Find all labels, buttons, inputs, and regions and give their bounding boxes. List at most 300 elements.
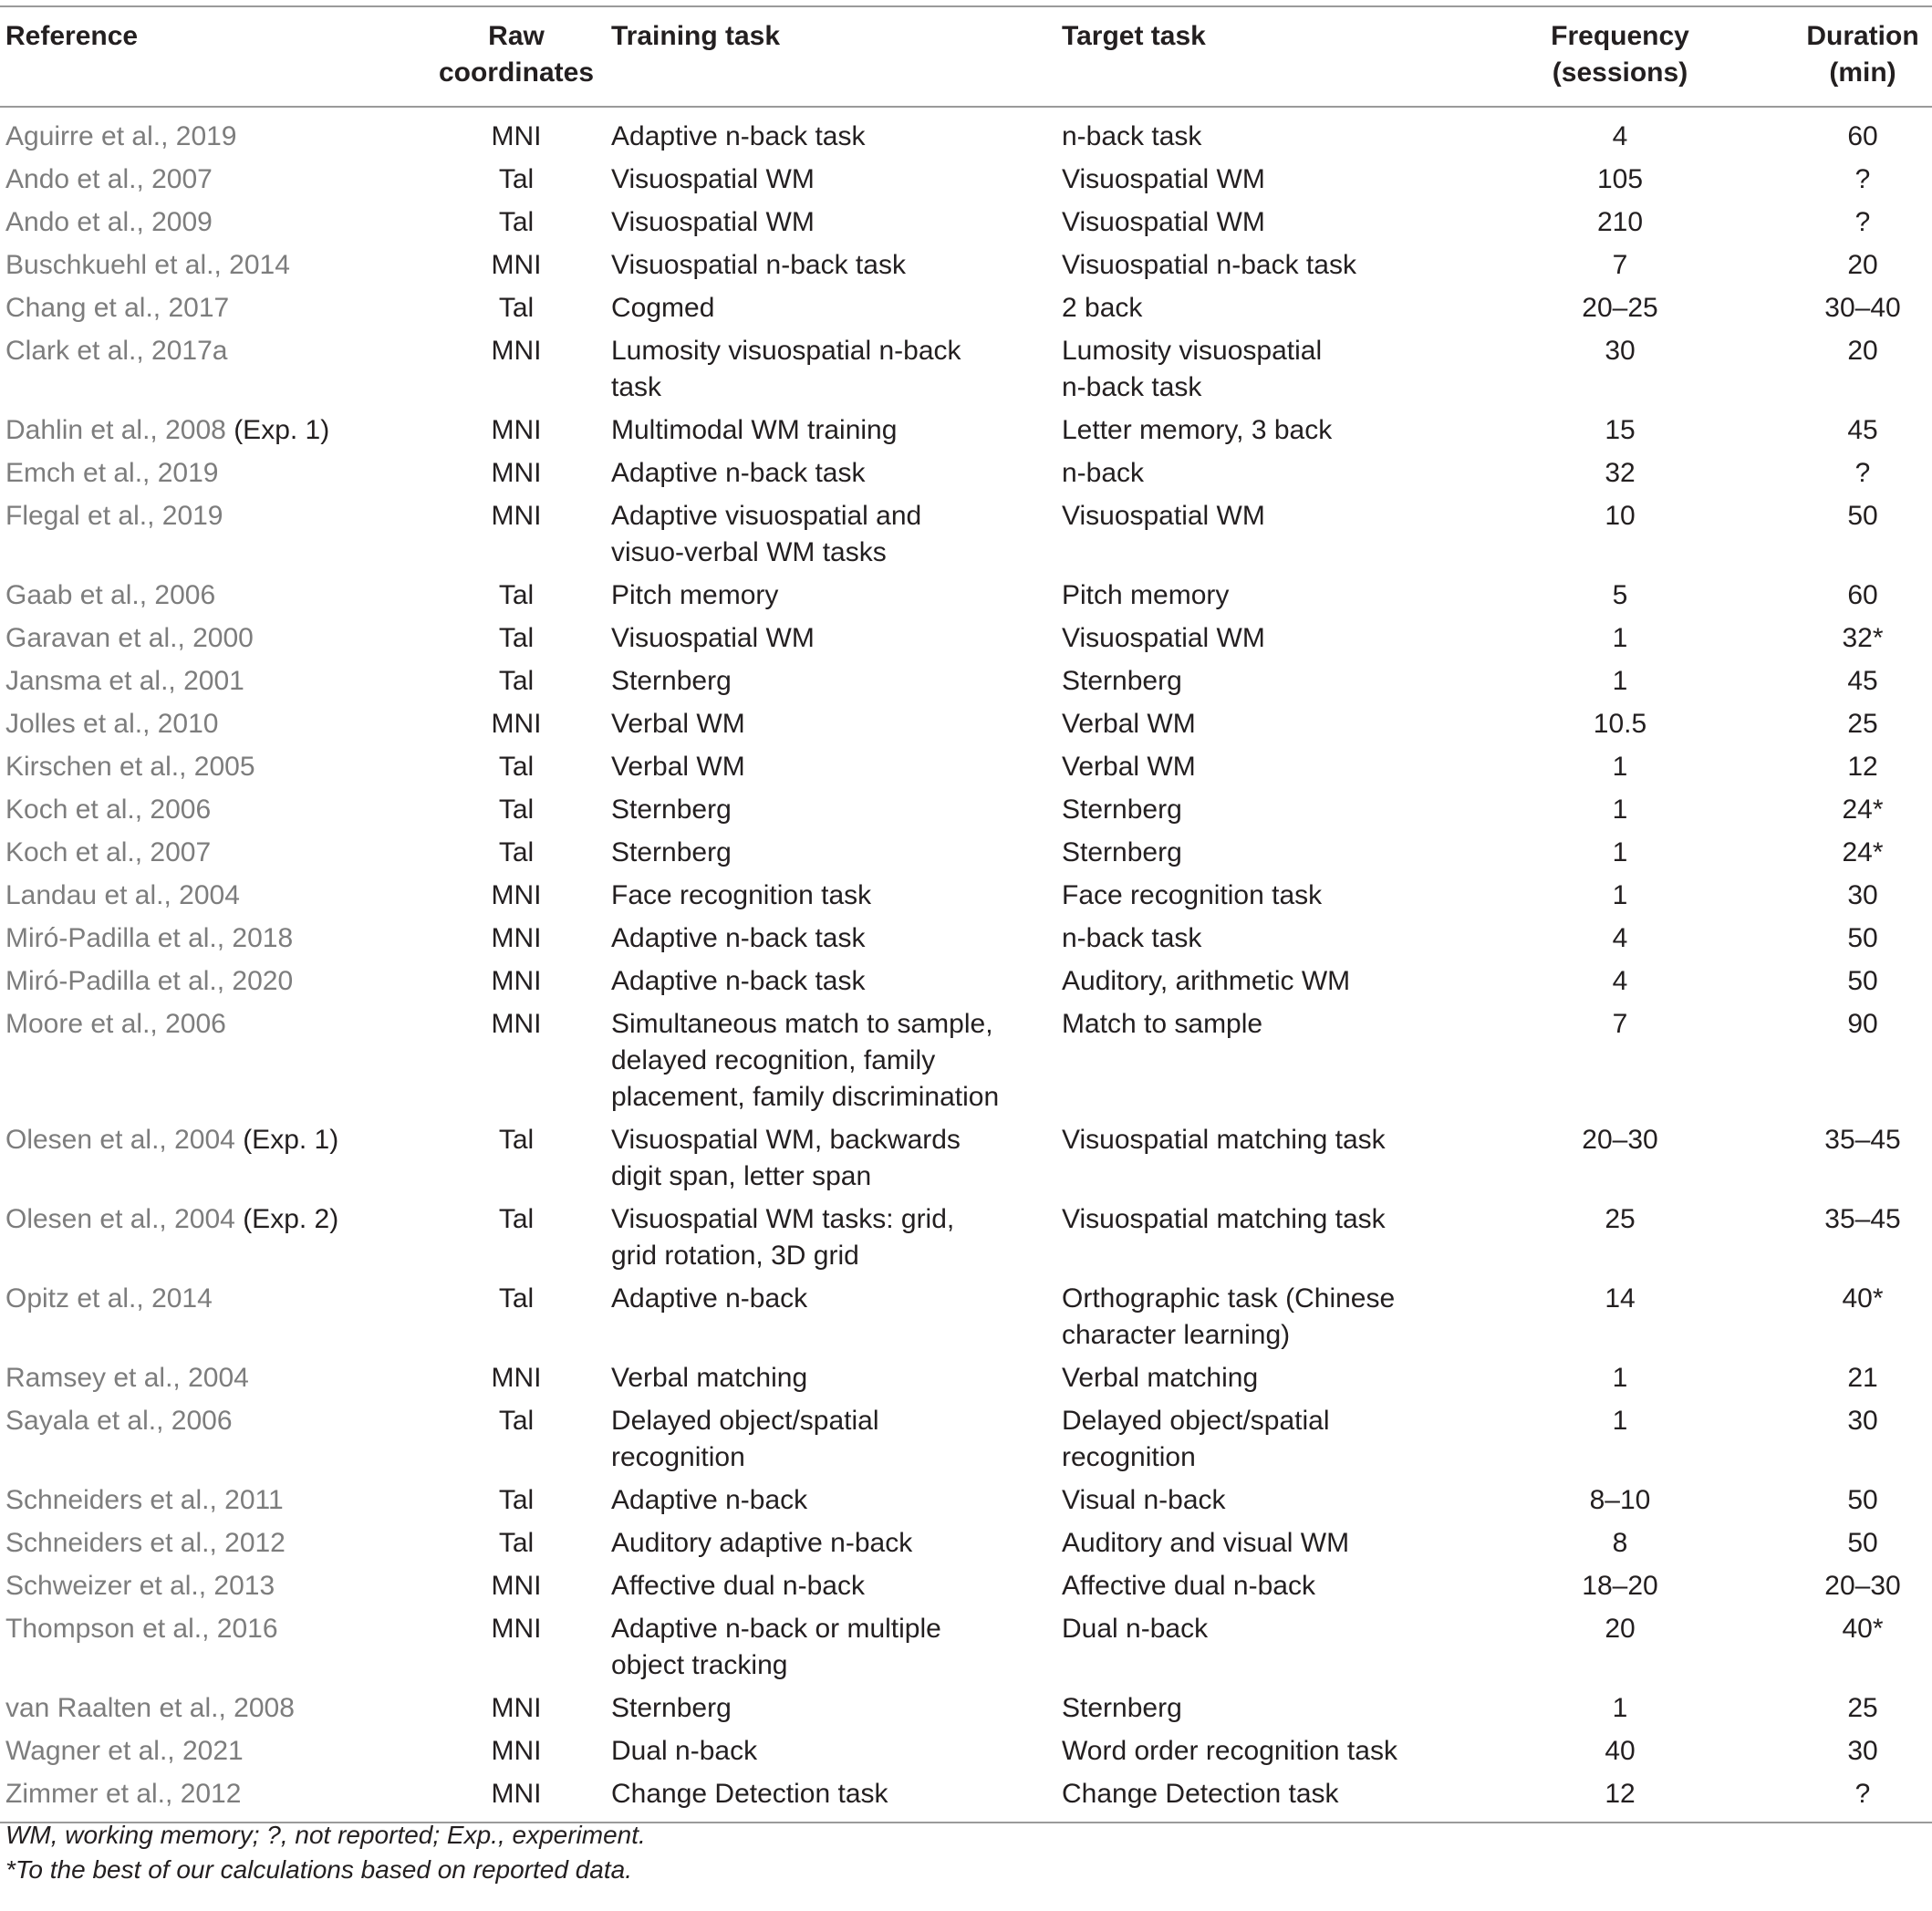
cell-raw-coordinates: MNI	[491, 966, 542, 996]
cell-duration: 35–45	[1824, 1125, 1901, 1155]
cell-frequency: 18–20	[1582, 1571, 1658, 1601]
cell-training-task	[606, 1730, 1056, 1773]
cell-reference	[0, 789, 427, 832]
cell-target-task	[1056, 1480, 1496, 1522]
cell-target-task-line: Pitch memory	[1062, 580, 1230, 610]
table-row	[0, 1565, 1932, 1608]
cell-training-task-line: Adaptive n-back	[611, 1485, 808, 1515]
cell-target-task-line: Face recognition task	[1062, 880, 1323, 910]
table-row	[0, 1522, 1932, 1565]
cell-frequency: 4	[1612, 966, 1628, 996]
cell-training-task-line: Visuospatial n-back task	[611, 250, 906, 280]
cell-duration: 32*	[1842, 623, 1884, 653]
cell-duration: 25	[1847, 709, 1878, 739]
cell-training-task	[606, 703, 1056, 746]
table-row	[0, 1608, 1932, 1688]
reference-text: Wagner et al., 2021	[5, 1736, 244, 1766]
experiment-label: (Exp. 1)	[234, 415, 330, 445]
experiment-label: (Exp. 2)	[243, 1204, 339, 1234]
cell-training-task-line: digit span, letter span	[611, 1161, 872, 1191]
cell-raw-coordinates: Tal	[498, 1485, 535, 1515]
table-row	[0, 159, 1932, 202]
cell-target-task	[1056, 1608, 1496, 1688]
table-row	[0, 410, 1932, 452]
cell-target-task	[1056, 1730, 1496, 1773]
cell-training-task	[606, 1400, 1056, 1480]
cell-reference	[0, 1608, 427, 1688]
cell-reference	[0, 660, 427, 703]
reference-text: Ando et al., 2009	[5, 207, 213, 237]
cell-duration: 30	[1847, 1406, 1878, 1436]
header-frequency	[1496, 6, 1744, 107]
table-row	[0, 107, 1932, 159]
cell-frequency: 4	[1612, 923, 1628, 953]
cell-reference	[0, 1400, 427, 1480]
reference-text: Ando et al., 2007	[5, 164, 213, 194]
cell-training-task	[606, 410, 1056, 452]
cell-target-task-line: Sternberg	[1062, 795, 1182, 825]
cell-target-task	[1056, 452, 1496, 495]
cell-duration: ?	[1854, 164, 1871, 194]
cell-target-task-line: Visuospatial WM	[1062, 623, 1265, 653]
cell-frequency: 20	[1605, 1614, 1636, 1644]
cell-duration: 50	[1847, 501, 1878, 531]
cell-target-task-line: n-back task	[1062, 121, 1202, 151]
cell-training-task-line: grid rotation, 3D grid	[611, 1241, 859, 1271]
cell-training-task-line: Visuospatial WM	[611, 207, 815, 237]
reference-text: Jansma et al., 2001	[5, 666, 244, 696]
cell-frequency: 1	[1612, 837, 1628, 867]
reference-text: Gaab et al., 2006	[5, 580, 216, 610]
cell-training-task	[606, 244, 1056, 287]
table-row	[0, 1199, 1932, 1278]
cell-reference	[0, 330, 427, 410]
cell-training-task-line: Affective dual n-back	[611, 1571, 865, 1601]
cell-target-task-line: Visuospatial WM	[1062, 164, 1265, 194]
reference-text: van Raalten et al., 2008	[5, 1693, 295, 1723]
cell-training-task-line: Sternberg	[611, 1693, 732, 1723]
cell-training-task-line: Verbal WM	[611, 709, 745, 739]
cell-target-task-line: Visuospatial n-back task	[1062, 250, 1356, 280]
cell-target-task-line: Visuospatial matching task	[1062, 1125, 1386, 1155]
cell-training-task-line: recognition	[611, 1442, 745, 1472]
cell-training-task-line: Cogmed	[611, 293, 715, 323]
cell-target-task	[1056, 287, 1496, 330]
cell-frequency: 25	[1605, 1204, 1636, 1234]
cell-frequency: 1	[1612, 1693, 1628, 1723]
cell-raw-coordinates: Tal	[498, 795, 535, 825]
table-row	[0, 1278, 1932, 1357]
cell-training-task	[606, 287, 1056, 330]
cell-frequency: 105	[1596, 164, 1644, 194]
cell-target-task-line: Verbal matching	[1062, 1363, 1259, 1393]
cell-frequency: 12	[1605, 1779, 1636, 1809]
cell-training-task	[606, 1199, 1056, 1278]
cell-duration: 12	[1847, 752, 1878, 782]
cell-target-task	[1056, 660, 1496, 703]
header-raw-line2: coordinates	[438, 57, 595, 88]
cell-target-task	[1056, 330, 1496, 410]
cell-target-task	[1056, 1119, 1496, 1199]
cell-target-task-line: Visuospatial WM	[1062, 501, 1265, 531]
cell-target-task-line: Letter memory, 3 back	[1062, 415, 1333, 445]
cell-reference	[0, 746, 427, 789]
cell-target-task	[1056, 1003, 1496, 1119]
cell-target-task-line: Dual n-back	[1062, 1614, 1209, 1644]
cell-target-task	[1056, 618, 1496, 660]
cell-raw-coordinates: MNI	[491, 415, 542, 445]
cell-target-task	[1056, 159, 1496, 202]
cell-raw-coordinates: Tal	[498, 1283, 535, 1314]
cell-raw-coordinates: MNI	[491, 1009, 542, 1039]
table-row	[0, 1480, 1932, 1522]
cell-duration: 50	[1847, 1528, 1878, 1558]
experiment-label: (Exp. 1)	[243, 1125, 339, 1155]
cell-frequency: 1	[1612, 1363, 1628, 1393]
cell-training-task-line: Visuospatial WM tasks: grid,	[611, 1204, 955, 1234]
cell-training-task-line: Dual n-back	[611, 1736, 758, 1766]
cell-frequency: 1	[1612, 666, 1628, 696]
header-raw-coordinates	[427, 6, 606, 107]
header-row	[0, 6, 1932, 107]
cell-duration: 30	[1847, 1736, 1878, 1766]
cell-reference	[0, 244, 427, 287]
cell-target-task	[1056, 961, 1496, 1003]
cell-target-task-line: Verbal WM	[1062, 709, 1196, 739]
cell-frequency: 4	[1612, 121, 1628, 151]
cell-target-task-line: n-back	[1062, 458, 1145, 488]
cell-target-task	[1056, 1357, 1496, 1400]
cell-target-task-line: character learning)	[1062, 1320, 1291, 1350]
cell-raw-coordinates: Tal	[498, 207, 535, 237]
table-row	[0, 875, 1932, 918]
table-row	[0, 1357, 1932, 1400]
cell-target-task	[1056, 1278, 1496, 1357]
cell-duration: 50	[1847, 1485, 1878, 1515]
cell-training-task-line: Adaptive n-back	[611, 1283, 808, 1314]
cell-reference	[0, 1278, 427, 1357]
reference-text: Miró-Padilla et al., 2018	[5, 923, 294, 953]
cell-raw-coordinates: MNI	[491, 1363, 542, 1393]
cell-training-task	[606, 107, 1056, 159]
table-row	[0, 703, 1932, 746]
cell-duration: 40*	[1842, 1614, 1884, 1644]
cell-frequency: 32	[1605, 458, 1636, 488]
cell-frequency: 30	[1605, 336, 1636, 366]
cell-duration: 30	[1847, 880, 1878, 910]
cell-raw-coordinates: MNI	[491, 1693, 542, 1723]
cell-training-task	[606, 1773, 1056, 1823]
cell-raw-coordinates: MNI	[491, 709, 542, 739]
cell-training-task-line: Sternberg	[611, 795, 732, 825]
header-target-task	[1056, 6, 1496, 107]
reference-text: Zimmer et al., 2012	[5, 1779, 242, 1809]
cell-frequency: 14	[1605, 1283, 1636, 1314]
cell-target-task	[1056, 703, 1496, 746]
footnote-calculations: *To the best of our calculations based on reported data.	[5, 1855, 632, 1884]
cell-frequency: 40	[1605, 1736, 1636, 1766]
cell-training-task	[606, 961, 1056, 1003]
cell-training-task-line: Sternberg	[611, 666, 732, 696]
cell-frequency: 10	[1605, 501, 1636, 531]
cell-training-task-line: Verbal WM	[611, 752, 745, 782]
header-training-label: Training task	[611, 21, 781, 51]
cell-training-task-line: Simultaneous match to sample,	[611, 1009, 993, 1039]
table-row	[0, 330, 1932, 410]
cell-frequency: 1	[1612, 795, 1628, 825]
header-frequency-line2: (sessions)	[1552, 57, 1688, 88]
table-row	[0, 1688, 1932, 1730]
cell-frequency: 1	[1612, 623, 1628, 653]
cell-reference	[0, 107, 427, 159]
cell-target-task	[1056, 789, 1496, 832]
table-header	[0, 6, 1932, 107]
reference-text: Clark et al., 2017a	[5, 336, 228, 366]
cell-training-task	[606, 1278, 1056, 1357]
cell-training-task	[606, 1608, 1056, 1688]
cell-training-task-line: Visuospatial WM	[611, 164, 815, 194]
cell-target-task-line: Delayed object/spatial	[1062, 1406, 1330, 1436]
cell-frequency: 210	[1596, 207, 1644, 237]
cell-training-task-line: placement, family discrimination	[611, 1082, 1000, 1112]
cell-raw-coordinates: Tal	[498, 580, 535, 610]
cell-training-task-line: Adaptive n-back task	[611, 458, 866, 488]
cell-duration: 45	[1847, 415, 1878, 445]
cell-target-task-line: Visuospatial WM	[1062, 207, 1265, 237]
cell-training-task	[606, 1003, 1056, 1119]
cell-reference	[0, 703, 427, 746]
cell-target-task	[1056, 918, 1496, 961]
cell-duration: 20–30	[1824, 1571, 1901, 1601]
cell-target-task-line: Auditory and visual WM	[1062, 1528, 1350, 1558]
table-row	[0, 1400, 1932, 1480]
cell-training-task-line: Face recognition task	[611, 880, 872, 910]
cell-frequency: 8	[1612, 1528, 1628, 1558]
cell-target-task	[1056, 1400, 1496, 1480]
table-row	[0, 575, 1932, 618]
table-row	[0, 618, 1932, 660]
cell-target-task-line: n-back task	[1062, 372, 1202, 402]
cell-target-task-line: Sternberg	[1062, 666, 1182, 696]
cell-target-task-line: Sternberg	[1062, 837, 1182, 867]
cell-target-task	[1056, 1522, 1496, 1565]
cell-duration: 20	[1847, 336, 1878, 366]
footnote-abbreviations: WM, working memory; ?, not reported; Exp., experiment.	[5, 1821, 646, 1849]
cell-target-task-line: 2 back	[1062, 293, 1143, 323]
cell-training-task	[606, 159, 1056, 202]
cell-training-task-line: Multimodal WM training	[611, 415, 898, 445]
cell-raw-coordinates: Tal	[498, 837, 535, 867]
cell-training-task-line: object tracking	[611, 1650, 788, 1680]
cell-training-task-line: Pitch memory	[611, 580, 779, 610]
reference-text: Jolles et al., 2010	[5, 709, 219, 739]
cell-duration: 25	[1847, 1693, 1878, 1723]
cell-duration: 45	[1847, 666, 1878, 696]
reference-text: Dahlin et al., 2008	[5, 415, 226, 445]
cell-reference	[0, 202, 427, 244]
cell-duration: 24*	[1842, 837, 1884, 867]
header-training-task	[606, 6, 1056, 107]
cell-raw-coordinates: MNI	[491, 923, 542, 953]
table-row	[0, 1003, 1932, 1119]
cell-target-task-line: Affective dual n-back	[1062, 1571, 1315, 1601]
cell-frequency: 20–30	[1582, 1125, 1658, 1155]
cell-reference	[0, 287, 427, 330]
reference-text: Aguirre et al., 2019	[5, 121, 237, 151]
cell-target-task-line: Lumosity visuospatial	[1062, 336, 1323, 366]
reference-text: Moore et al., 2006	[5, 1009, 226, 1039]
cell-target-task	[1056, 1565, 1496, 1608]
cell-frequency: 1	[1612, 880, 1628, 910]
cell-target-task	[1056, 746, 1496, 789]
cell-raw-coordinates: MNI	[491, 250, 542, 280]
cell-raw-coordinates: MNI	[491, 501, 542, 531]
header-reference-label: Reference	[5, 21, 139, 51]
cell-frequency: 1	[1612, 752, 1628, 782]
cell-raw-coordinates: MNI	[491, 1779, 542, 1809]
cell-training-task	[606, 1688, 1056, 1730]
header-target-label: Target task	[1062, 21, 1206, 51]
cell-raw-coordinates: MNI	[491, 1571, 542, 1601]
cell-duration: 24*	[1842, 795, 1884, 825]
cell-raw-coordinates: Tal	[498, 1204, 535, 1234]
cell-raw-coordinates: MNI	[491, 1614, 542, 1644]
reference-text: Ramsey et al., 2004	[5, 1363, 249, 1393]
cell-target-task	[1056, 1688, 1496, 1730]
cell-reference	[0, 1730, 427, 1773]
reference-text: Miró-Padilla et al., 2020	[5, 966, 294, 996]
cell-raw-coordinates: MNI	[491, 880, 542, 910]
cell-training-task	[606, 618, 1056, 660]
cell-raw-coordinates: Tal	[498, 164, 535, 194]
cell-reference	[0, 159, 427, 202]
table-row	[0, 660, 1932, 703]
cell-training-task-line: visuo-verbal WM tasks	[611, 537, 887, 567]
table-row	[0, 495, 1932, 575]
cell-training-task-line: Adaptive n-back task	[611, 121, 866, 151]
cell-target-task	[1056, 202, 1496, 244]
reference-text: Garavan et al., 2000	[5, 623, 254, 653]
cell-target-task	[1056, 495, 1496, 575]
cell-duration: 50	[1847, 966, 1878, 996]
cell-raw-coordinates: MNI	[491, 121, 542, 151]
cell-raw-coordinates: Tal	[498, 293, 535, 323]
cell-training-task-line: Adaptive n-back task	[611, 966, 866, 996]
cell-duration: 60	[1847, 580, 1878, 610]
cell-target-task-line: Word order recognition task	[1062, 1736, 1397, 1766]
table-row	[0, 202, 1932, 244]
cell-training-task-line: Adaptive n-back or multiple	[611, 1614, 941, 1644]
reference-text: Landau et al., 2004	[5, 880, 240, 910]
cell-training-task-line: task	[611, 372, 662, 402]
cell-reference	[0, 1480, 427, 1522]
cell-training-task	[606, 918, 1056, 961]
cell-frequency: 1	[1612, 1406, 1628, 1436]
cell-training-task	[606, 1565, 1056, 1608]
cell-frequency: 5	[1612, 580, 1628, 610]
table-body	[0, 107, 1932, 1823]
table-row	[0, 918, 1932, 961]
cell-target-task-line: Match to sample	[1062, 1009, 1263, 1039]
cell-duration: 50	[1847, 923, 1878, 953]
cell-raw-coordinates: MNI	[491, 336, 542, 366]
header-frequency-line1: Frequency	[1551, 21, 1689, 51]
reference-text: Thompson et al., 2016	[5, 1614, 278, 1644]
reference-text: Chang et al., 2017	[5, 293, 230, 323]
header-raw-line1: Raw	[488, 21, 545, 51]
cell-target-task-line: Visual n-back	[1062, 1485, 1226, 1515]
cell-training-task	[606, 1522, 1056, 1565]
cell-frequency: 8–10	[1589, 1485, 1651, 1515]
cell-frequency: 10.5	[1593, 709, 1647, 739]
table-row	[0, 1730, 1932, 1773]
cell-target-task	[1056, 1199, 1496, 1278]
cell-target-task	[1056, 1773, 1496, 1823]
cell-duration: ?	[1854, 458, 1871, 488]
cell-reference	[0, 575, 427, 618]
cell-target-task	[1056, 875, 1496, 918]
reference-text: Schneiders et al., 2011	[5, 1485, 284, 1515]
cell-reference	[0, 618, 427, 660]
cell-training-task	[606, 660, 1056, 703]
cell-training-task	[606, 1357, 1056, 1400]
cell-training-task-line: Verbal matching	[611, 1363, 808, 1393]
cell-raw-coordinates: Tal	[498, 1125, 535, 1155]
reference-text: Schweizer et al., 2013	[5, 1571, 275, 1601]
cell-target-task	[1056, 244, 1496, 287]
reference-text: Opitz et al., 2014	[5, 1283, 213, 1314]
reference-text: Olesen et al., 2004	[5, 1204, 235, 1234]
cell-reference	[0, 1003, 427, 1119]
studies-table	[0, 5, 1932, 1823]
cell-target-task-line: Verbal WM	[1062, 752, 1196, 782]
cell-reference	[0, 875, 427, 918]
cell-reference	[0, 1773, 427, 1823]
cell-reference	[0, 961, 427, 1003]
reference-text: Kirschen et al., 2005	[5, 752, 255, 782]
cell-duration: 90	[1847, 1009, 1878, 1039]
cell-training-task	[606, 575, 1056, 618]
cell-training-task	[606, 495, 1056, 575]
cell-training-task-line: Sternberg	[611, 837, 732, 867]
cell-target-task	[1056, 107, 1496, 159]
cell-target-task	[1056, 832, 1496, 875]
table-row	[0, 452, 1932, 495]
cell-frequency: 15	[1605, 415, 1636, 445]
cell-raw-coordinates: MNI	[491, 1736, 542, 1766]
cell-training-task	[606, 789, 1056, 832]
cell-reference	[0, 832, 427, 875]
reference-text: Koch et al., 2006	[5, 795, 212, 825]
table-row	[0, 1773, 1932, 1823]
cell-duration: 40*	[1842, 1283, 1884, 1314]
cell-duration: 60	[1847, 121, 1878, 151]
cell-training-task-line: Adaptive visuospatial and	[611, 501, 922, 531]
cell-target-task-line: Orthographic task (Chinese	[1062, 1283, 1396, 1314]
cell-raw-coordinates: Tal	[498, 1528, 535, 1558]
cell-training-task-line: Auditory adaptive n-back	[611, 1528, 913, 1558]
cell-reference	[0, 1119, 427, 1199]
table-row	[0, 287, 1932, 330]
cell-reference	[0, 495, 427, 575]
cell-training-task	[606, 832, 1056, 875]
cell-reference	[0, 1688, 427, 1730]
reference-text: Schneiders et al., 2012	[5, 1528, 286, 1558]
cell-target-task-line: Visuospatial matching task	[1062, 1204, 1386, 1234]
cell-target-task-line: Sternberg	[1062, 1693, 1182, 1723]
cell-training-task	[606, 746, 1056, 789]
reference-text: Sayala et al., 2006	[5, 1406, 233, 1436]
